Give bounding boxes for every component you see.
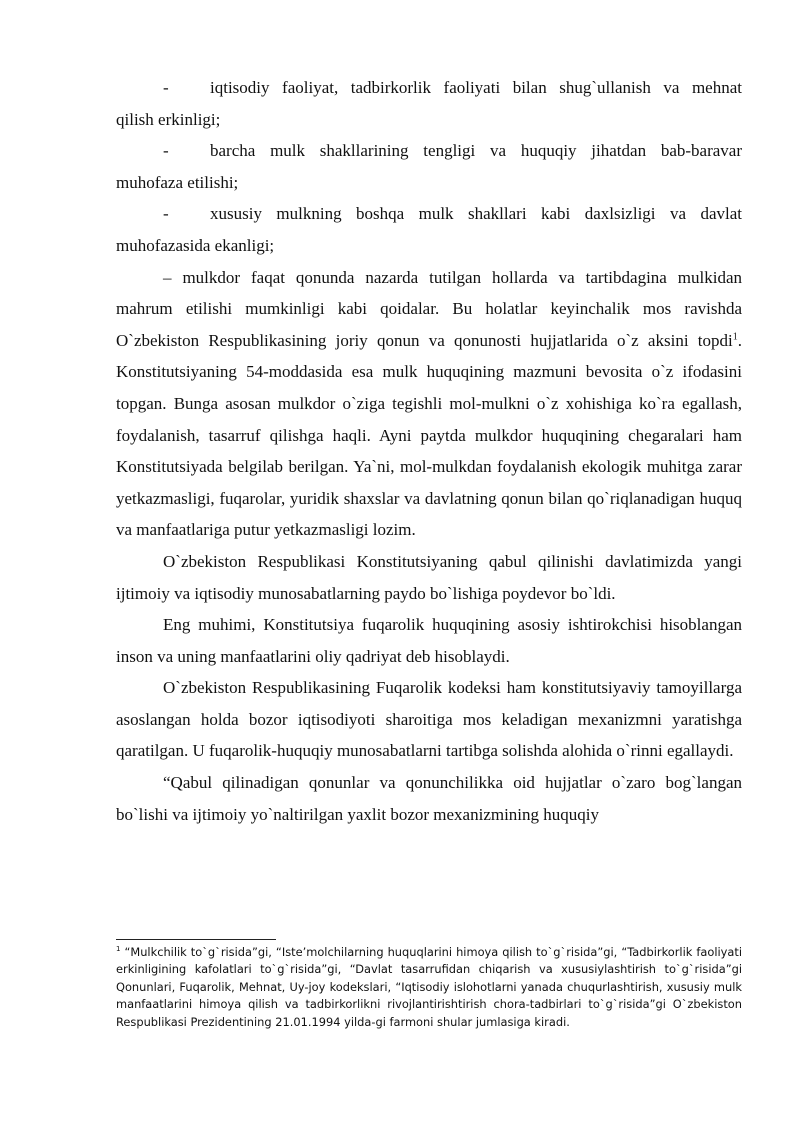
paragraph: O`zbekiston Respublikasining Fuqarolik kodeksi ham konstitutsiyaviy tamoyillarga asoslangan holda bozor iqtisodiyoti sharoitiga mos keladigan mexanizmni yaratishga qaratilgan. U fuqarolik-huquqiy munosabatlarni tartibga solishda alohida o`rinni egallaydi. (116, 678, 742, 761)
footnote-text: “Mulkchilik to`g`risida”gi, “Iste’molchilarning huquqlarini himoya qilish to`g`risida”gi, “Tadbirkorlik faoliyati erkinligining kafolatlari to`g`risida”gi, “Davlat tasarrufidan chiqarish va xususiylashtirish to`g`risida”gi Qonunlari, Fuqarolik, Mehnat, Uy-joy kodekslari, “Iqtisodiy islohotlarni yanada chuqurlashtirish, xususiy mulk manfaatlarini himoya qilish va tadbirkorlikni rivojlantirishtirish chora-tadbirlari to`g`risida”gi O`zbekiston Respublikasi Prezidentining 21.01.1994 yilda-gi farmoni shular jumlasiga kiradi. (116, 945, 742, 1029)
paragraph: Eng muhimi, Konstitutsiya fuqarolik huquqining asosiy ishtirokchisi hisoblangan inson va uning manfaatlarini oliy qadriyat deb hisoblaydi. (116, 615, 742, 666)
list-item-continuation: qilish erkinligi; (116, 109, 221, 129)
list-dash: - (163, 78, 169, 97)
list-item-text: iqtisodiy faoliyat, tadbirkorlik faoliyati bilan shug`ullanish va mehnat (210, 78, 742, 97)
footnote-reference[interactable]: 1 (732, 331, 738, 343)
list-dash: - (163, 141, 169, 161)
list-item-text: barcha mulk shakllarining tengligi va huquqiy jihatdan bab-baravar (210, 141, 742, 161)
paragraph-text: – mulkdor faqat qonunda nazarda tutilgan hollarda va tartibdagina mulkidan mahrum etilishi mumkinligi kabi qoidalar. Bu holatlar keyinchalik mos ravishda O`zbekiston Respublikasining joriy qonun va qonunosti hujjatlarida o`z aksini topdi (116, 267, 742, 350)
document-body (116, 72, 742, 830)
paragraph: “Qabul qilinadigan qonunlar va qonunchilikka oid hujjatlar o`zaro bog`langan bo`lishi va ijtimoiy yo`naltirilgan yaxlit bozor mexanizmining huquqiy (116, 773, 742, 824)
list-item-continuation: muhofaza etilishi; (116, 172, 239, 192)
footnote-separator (116, 939, 276, 940)
list-item-continuation: muhofazasida ekanligi; (116, 235, 275, 255)
list-item (116, 72, 742, 135)
list-item (116, 135, 742, 198)
footnote-marker: 1 (116, 945, 121, 954)
paragraph (116, 262, 742, 546)
list-item-text: xususiy mulkning boshqa mulk shakllari kabi daxlsizligi va davlat (210, 204, 742, 224)
footnote (116, 944, 742, 1031)
list-dash: - (163, 204, 169, 224)
paragraph-text: . Konstitutsiyaning 54-moddasida esa mulk huquqining mazmuni bevosita o`z ifodasini topgan. Bunga asosan mulkdor o`ziga tegishli mol-mulkni o`z xohishiga ko`ra egallash, foydalanish, tasarruf qilishga haqli. Ayni paytda mulkdor huquqining chegaralari ham Konstitutsiyada belgilab berilgan. Ya`ni, mol-mulkdan foydalanish ekologik muhitga zarar yetkazmasligi, fuqarolar, yuridik shaxslar va davlatning qonun bilan qo`riqlanadigan huquq va manfaatlariga putur yetkazmasligi lozim. (116, 330, 742, 540)
list-item (116, 198, 742, 261)
paragraph: O`zbekiston Respublikasi Konstitutsiyaning qabul qilinishi davlatimizda yangi ijtimoiy va iqtisodiy munosabatlarning paydo bo`lishiga poydevor bo`ldi. (116, 551, 742, 603)
